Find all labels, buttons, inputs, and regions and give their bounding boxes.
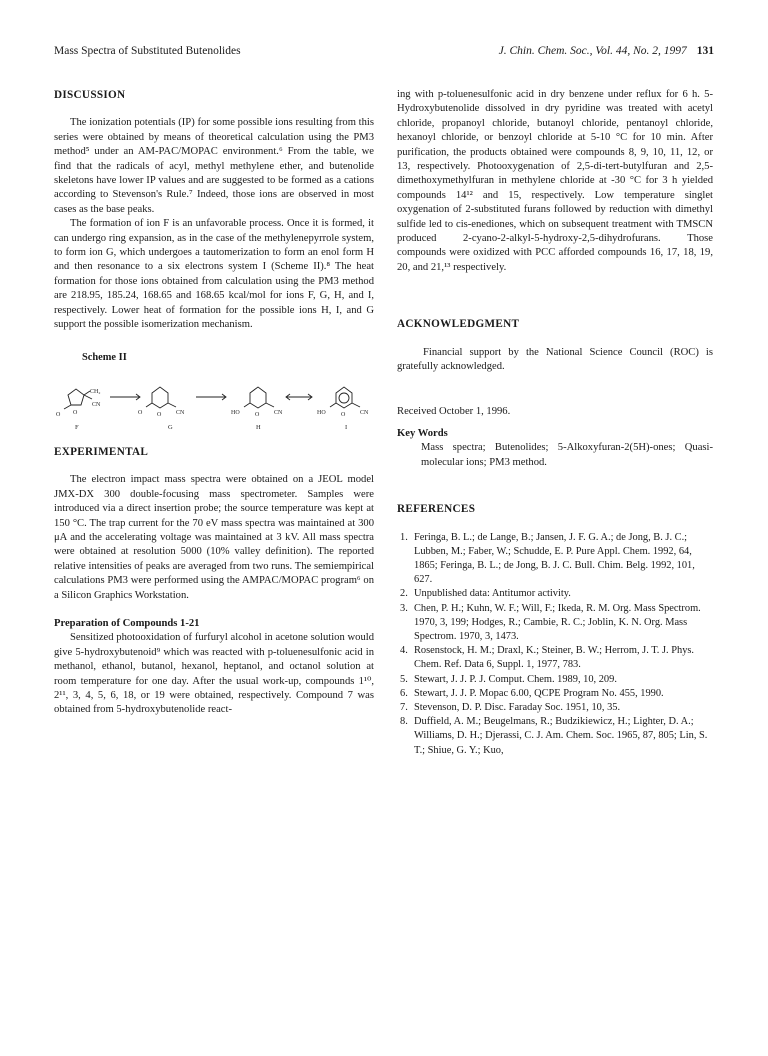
- received-date: Received October 1, 1996.: [397, 405, 511, 417]
- page-number: 131: [696, 45, 714, 57]
- atom-f-ring-o: O: [73, 409, 78, 416]
- reference-item: [397, 673, 713, 687]
- journal-citation: [499, 45, 714, 57]
- running-header: [54, 45, 714, 63]
- reference-text: Rosenstock, H. M.; Draxl, K.; Steiner, B. W.; Herrom, J. T. J. Phys. Chem. Ref. Data 6, Suppl. 1, 1977, 783.: [414, 645, 695, 671]
- label-i: I: [345, 423, 348, 431]
- reference-text: Chen, P. H.; Kuhn, W. F.; Will, F.; Ikeda, R. M. Org. Mass Spectrom. 1970, 3, 199; Hodges, R.; Cambie, R. C.; Joblin, K. N. Org. Mass Spectrom. 1970, 3, 1473.: [414, 602, 701, 642]
- atom-f-o: O: [56, 411, 61, 418]
- atom-f-cn: CN: [92, 401, 101, 408]
- reference-number: 5.: [400, 673, 408, 685]
- reference-text: Unpublished data: Antitumor activity.: [414, 588, 571, 600]
- reference-number: 6.: [400, 687, 408, 699]
- label-h: H: [256, 423, 261, 431]
- atom-h-cn: CN: [274, 409, 283, 416]
- atom-i-cn: CN: [360, 409, 369, 416]
- reference-item: [397, 687, 713, 701]
- keywords-heading: Key Words: [397, 427, 448, 439]
- experimental-paragraph-2: Sensitized photooxidation of furfuryl alcohol in acetone solution would give 5-hydroxybutenoid⁹ which was reacted with p-toluenesulfonic acid in methanol, ethanol, butanol, hexanol, heptanol, and octanol solution at room temperature for one day. After the usual work-up, compounds 1¹⁰, 2¹¹, 3, 4, 5, 6, 18, or 19 were obtained, respectively. Compound 7 was obtained from 5-hydroxybutenolide react-: [54, 632, 374, 716]
- reference-text: Feringa, B. L.; de Lange, B.; Jansen, J. F. G. A.; de Jong, B. J. C.; Lubben, M.; Faber, W.; Schudde, E. P. Pure Appl. Chem. 1992, 64, 1865; Feringa, B. L.; de Jong, B. J. C. Bull. Chim. Belg. 1992, 101, 627.: [414, 531, 695, 586]
- ring-h: [250, 387, 266, 408]
- discussion-paragraph-1: The ionization potentials (IP) for some possible ions resulting from this series were obtained by means of theoretical calculation using the PM3 method⁵ under an AM-PAC/MOPAC environment.⁶ From the table, we find that the radicals of acyl, methyl methylene ether, and butenolide skeletons have lower IP values and are suggested to be formed as a cations according to Stevenson's Rule.⁷ Indeed, those ions are observed in most cases as the base peaks.: [54, 117, 374, 215]
- label-f: F: [75, 423, 79, 431]
- atom-i-ring-o: O: [341, 411, 346, 418]
- reference-text: Stewart, J. J. P. Mopac 6.00, QCPE Program No. 455, 1990.: [414, 687, 664, 699]
- reference-item: [397, 531, 713, 588]
- atom-h-ho: HO: [231, 409, 240, 416]
- reference-number: 1.: [400, 531, 408, 543]
- reference-text: Stevenson, D. P. Disc. Faraday Soc. 1951, 10, 35.: [414, 701, 621, 713]
- reference-number: 7.: [400, 701, 408, 713]
- acknowledgment-heading: ACKNOWLEDGMENT: [397, 318, 520, 331]
- reference-item: [397, 587, 713, 601]
- running-title: Mass Spectra of Substituted Butenolides: [54, 45, 241, 57]
- reference-item: [397, 715, 713, 758]
- ring-g: [152, 387, 168, 408]
- reference-text: Stewart, J. J. P. J. Comput. Chem. 1989, 10, 209.: [414, 673, 617, 685]
- keywords-text: Mass spectra; Butenolides; 5-Alkoxyfuran-2(5H)-ones; Quasi-molecular ions; PM3 method.: [421, 442, 713, 468]
- acknowledgment-text: Financial support by the National Science Council (ROC) is gratefully acknowledged.: [397, 346, 713, 373]
- journal-name: J. Chin. Chem. Soc., Vol. 44, No. 2, 1997: [498, 45, 687, 57]
- reference-number: 3.: [400, 602, 408, 614]
- atom-i-ho: HO: [317, 409, 326, 416]
- scheme-title: Scheme II: [82, 351, 127, 363]
- scheme-structures: [54, 371, 374, 437]
- ring-f: [68, 389, 84, 405]
- label-g: G: [168, 423, 173, 431]
- reference-text: Duffield, A. M.; Beugelmans, R.; Budzikiewicz, H.; Lighter, D. A.; Williams, D. H.; Djerassi, C. J. Am. Chem. Soc. 1965, 87, 805; Lin, S. T.; Shiue, G. Y.; Kuo,: [414, 716, 708, 756]
- atom-g-o: O: [138, 409, 143, 416]
- discussion-paragraph-2: The formation of ion F is an unfavorable process. Once it is formed, it can undergo ring expansion, as in the case of the methylenepyrrole system, to form ion G, which undergoes a tautomerization to form an enol form H and then resonance to a six electrons system I (Scheme II).⁸ The heat formation for those ions obtained from calculation using the PM3 method are 218.95, 185.24, 168.65 and 168.65 kcal/mol for ions F, G, H, and I, respectively. Lower heat of formation for the possible ions H, I, and G support the possible isomerization mechanism.: [54, 218, 374, 331]
- left-column: [54, 88, 374, 718]
- reference-number: 2.: [400, 588, 408, 600]
- atom-f-ch2: CH₂: [90, 388, 101, 395]
- reference-item: [397, 701, 713, 715]
- reference-item: [397, 644, 713, 672]
- scheme-ii-figure: [54, 371, 374, 437]
- reference-number: 8.: [400, 716, 408, 728]
- experimental-paragraph-3: ing with p-toluenesulfonic acid in dry benzene under reflux for 6 h. 5-Hydroxybutenolide dissolved in dry pyridine was treated with acetyl chloride, propanoyl chloride, butanoyl chloride, pentanoyl chloride, hexanoyl chloride, or benzoyl chloride at 5-10 °C for 10 min. After purification, the products obtained were compounds 8, 9, 10, 11, 12, or 13, respectively. Photooxygenation of 2,5-di-tert-butylfuran and 2,5-dimethoxymethylfuran in methylene chloride at -30 °C for 3 h yielded compounds 14¹² and 15, respectively. Low temperature singlet oxygenation of 2-substituted furans followed by reduction with dimethyl sulfide led to cis-enediones, which on subsequent treatment with TMSCN produced 2-cyano-2-alkyl-5-hydroxy-2,5-dihydrofurans. Those compounds were oxidized with PCC afforded compounds 16, 17, 18, 19, 20, and 21,¹³ respectively.: [397, 89, 713, 273]
- discussion-heading: DISCUSSION: [54, 89, 126, 101]
- ring-i: [336, 387, 352, 408]
- reference-item: [397, 602, 713, 645]
- references-list: [397, 531, 713, 758]
- atom-g-cn: CN: [176, 409, 185, 416]
- atom-h-ring-o: O: [255, 411, 260, 418]
- references-heading: REFERENCES: [397, 503, 476, 516]
- reference-number: 4.: [400, 645, 408, 657]
- experimental-heading: EXPERIMENTAL: [54, 445, 149, 458]
- preparation-subheading: Preparation of Compounds 1-21: [54, 617, 200, 629]
- experimental-paragraph-1: The electron impact mass spectra were obtained on a JEOL model JMX-DX 300 double-focusing mass spectrometer. Samples were introduced via a direct insertion probe; the source temperature was kept at 150 °C. The trap current for the 70 eV mass spectra was maintained at 300 μA and the accelerating voltage was maintained at 3 kV. All mass spectra were obtained at resolution 5000 (10% valley definition). The reported relative intensities of peaks are averaged from two runs. The semiempirical calculations PM3 were performed using the AMPAC/MOPAC program⁶ on a Silicon Graphics Workstation.: [54, 474, 374, 601]
- atom-g-ring-o: O: [157, 411, 162, 418]
- right-column: [397, 88, 713, 758]
